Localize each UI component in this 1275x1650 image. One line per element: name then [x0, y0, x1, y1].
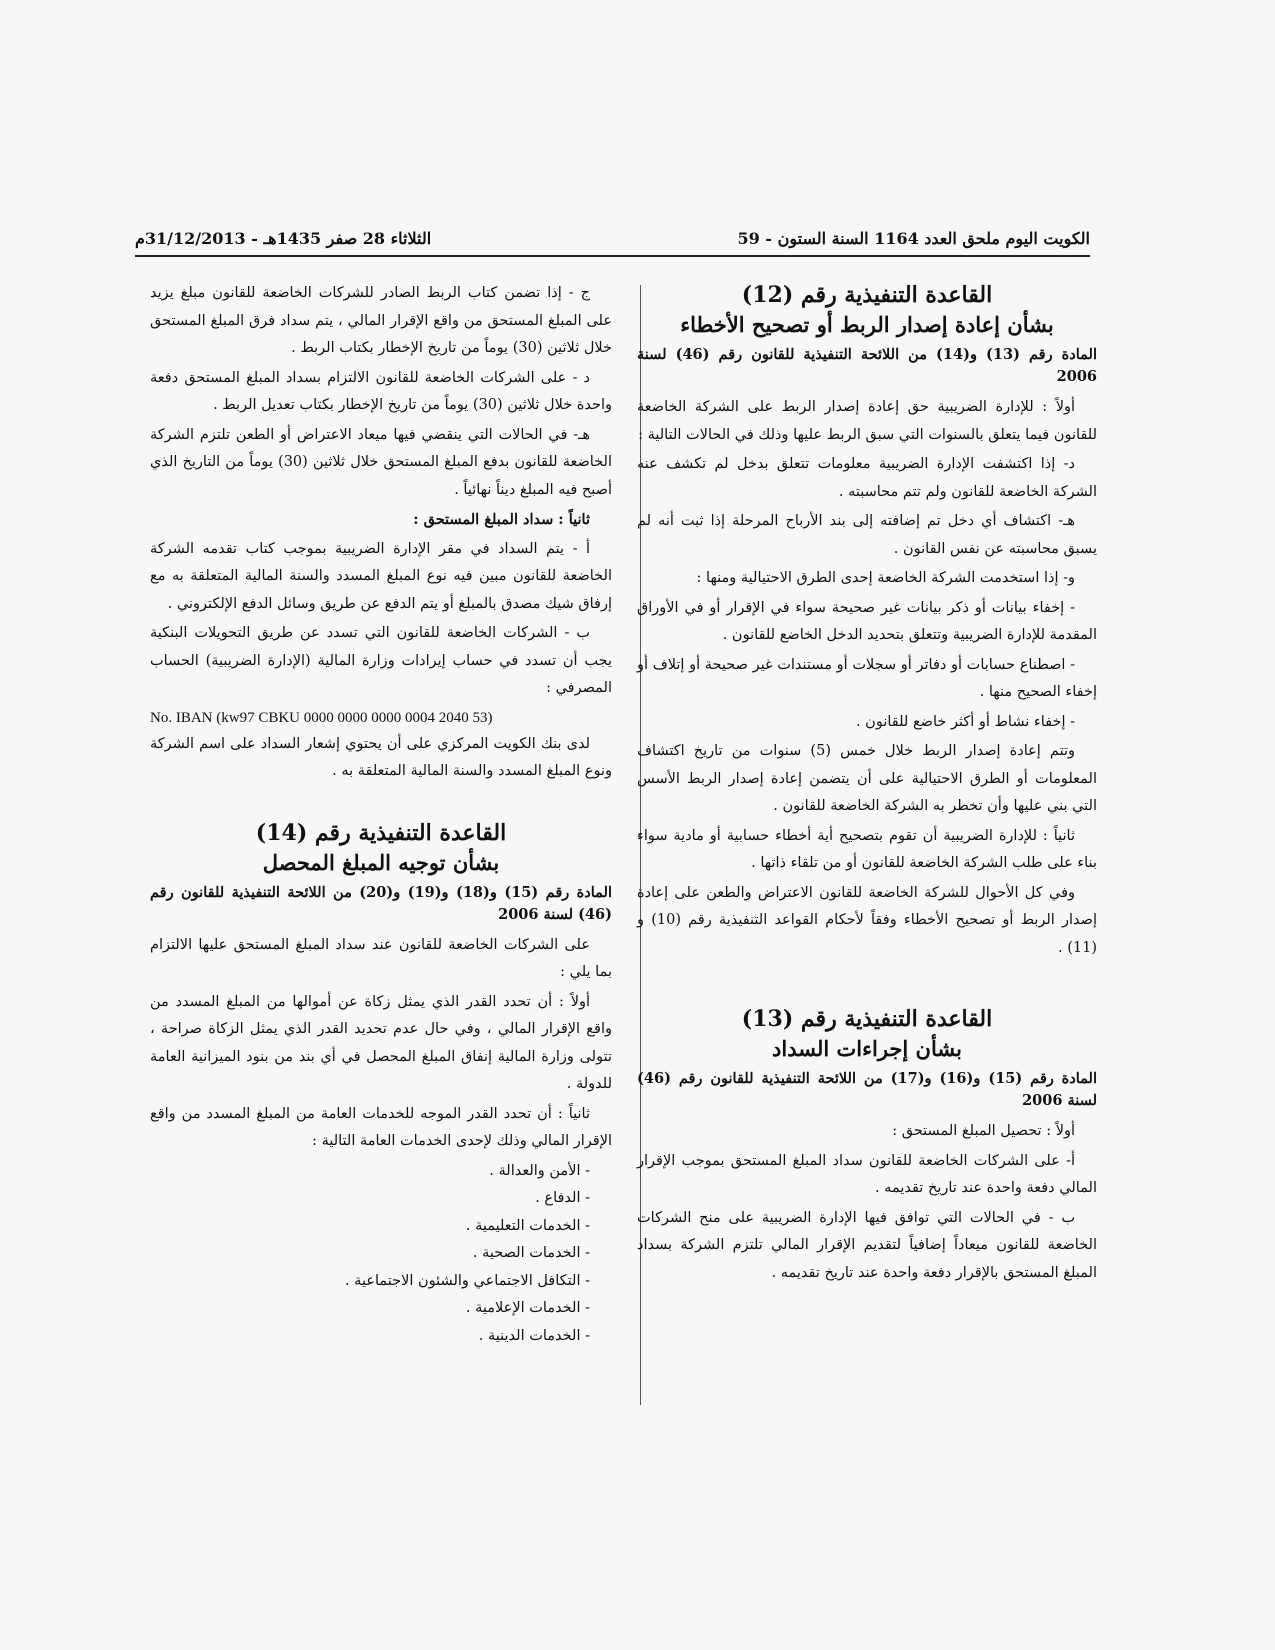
rule14-title: القاعدة التنفيذية رقم (14)	[255, 819, 507, 846]
paragraph: أولاً : تحصيل المبلغ المستحق :	[892, 1123, 1075, 1139]
paragraph: ج - إذا تضمن كتاب الربط الصادر للشركات الخاضعة للقانون مبلغ يزيد على المبلغ المستحق من واقع الإقرار المالي ، يتم سداد فرق المبلغ المستحق خلال ثلاثين (30) يوماً من تاريخ الإخطار بكتاب الربط .	[150, 285, 612, 356]
paragraph: د- إذا اكتشفت الإدارة الضريبية معلومات تتعلق بدخل لم تكشف عنه الشركة الخاضعة للقانون ولم تتم محاسبته .	[637, 456, 1097, 500]
paragraph: ثانياً : أن تحدد القدر الموجه للخدمات العامة من المبلغ المسدد من واقع الإقرار المالي وذلك لإحدى الخدمات العامة التالية :	[150, 1105, 612, 1149]
header-rule	[135, 255, 1090, 257]
paragraph: على الشركات الخاضعة للقانون عند سداد المبلغ المستحق عليها الالتزام بما يلي :	[150, 936, 612, 980]
paragraph: - إخفاء بيانات أو ذكر بيانات غير صحيحة سواء في الإقرار أو في الأوراق المقدمة للإدارة الضريبية وتتعلق بتحديد الدخل الخاضع للقانون .	[637, 599, 1097, 643]
section-heading: ثانياً : سداد المبلغ المستحق :	[413, 511, 590, 528]
rule12-reference: المادة رقم (13) و(14) من اللائحة التنفيذية للقانون رقم (46) لسنة 2006	[637, 346, 1097, 385]
left-column	[150, 280, 612, 1350]
right-column	[637, 280, 1097, 1289]
paragraph: ب - الشركات الخاضعة للقانون التي تسدد عن طريق التحويلات البنكية يجب أن تسدد في حساب إيرادات وزارة المالية (الإدارة الضريبية) الحساب المصرفي :	[150, 625, 612, 696]
paragraph: لدى بنك الكويت المركزي على أن يحتوي إشعار السداد على اسم الشركة ونوع المبلغ المسدد والسنة المالية المتعلقة به .	[150, 735, 612, 779]
list-item: - التكافل الاجتماعي والشئون الاجتماعية .	[344, 1272, 590, 1289]
rule14-subtitle: بشأن توجيه المبلغ المحصل	[262, 849, 500, 875]
list-item: - الخدمات الدينية .	[478, 1327, 590, 1344]
publication-info: الكويت اليوم ملحق العدد 1164 السنة الستون - 59	[737, 229, 1090, 248]
rule13-reference: المادة رقم (15) و(16) و(17) من اللائحة التنفيذية للقانون رقم (46) لسنة 2006	[637, 1070, 1097, 1109]
paragraph: - اصطناع حسابات أو دفاتر أو سجلات أو مستندات غير صحيحة أو إتلاف أو إخفاء الصحيح منها .	[637, 656, 1097, 700]
issue-date: الثلاثاء 28 صفر 1435هـ - 31/12/2013م	[135, 229, 432, 248]
rule13-subtitle: بشأن إجراءات السداد	[772, 1036, 962, 1061]
list-item: - الأمن والعدالة .	[489, 1162, 590, 1179]
paragraph: هـ- اكتشاف أي دخل تم إضافته إلى بند الأرباح المرحلة إذا ثبت أنه لم يسبق محاسبته عن نفس القانون .	[637, 513, 1097, 557]
paragraph: - إخفاء نشاط أو أكثر خاضع للقانون .	[855, 713, 1075, 730]
paragraph: أ - يتم السداد في مقر الإدارة الضريبية بموجب كتاب تقدمه الشركة الخاضعة للقانون مبين فيه نوع المبلغ المسدد والسنة المالية المتعلقة به مع إرفاق شيك مصدق بالمبلغ أو يتم الدفع عن طريق وسائل الدفع الإلكتروني .	[150, 540, 612, 612]
paragraph: هـ- في الحالات التي ينقضي فيها ميعاد الاعتراض أو الطعن تلتزم الشركة الخاضعة للقانون بدفع المبلغ المستحق خلال ثلاثين (30) يوماً من التاريخ الذي أصبح فيه المبلغ ديناً نهائياً .	[150, 426, 612, 498]
rule14-reference: المادة رقم (15) و(18) و(19) و(20) من اللائحة التنفيذية للقانون رقم (46) لسنة 2006	[150, 883, 612, 923]
iban-number: No. IBAN (kw97 CBKU 0000 0000 0000 0004 2040 53)	[150, 709, 493, 726]
list-item: - الدفاع .	[535, 1190, 590, 1206]
rule12-title: القاعدة التنفيذية رقم (12)	[741, 282, 993, 308]
paragraph: و- إذا استخدمت الشركة الخاضعة إحدى الطرق الاحتيالية ومنها :	[696, 570, 1075, 586]
list-item: - الخدمات التعليمية .	[465, 1217, 590, 1234]
rule12-subtitle: بشأن إعادة إصدار الربط أو تصحيح الأخطاء	[680, 312, 1054, 337]
paragraph: د - على الشركات الخاضعة للقانون الالتزام بسداد المبلغ المستحق دفعة واحدة خلال ثلاثين (30) يوماً من تاريخ الإخطار بكتاب تعديل الربط .	[150, 369, 612, 413]
rule13-title: القاعدة التنفيذية رقم (13)	[741, 1006, 993, 1032]
paragraph: أولاً : للإدارة الضريبية حق إعادة إصدار الربط على الشركة الخاضعة للقانون فيما يتعلق بالسنوات التي سبق الربط عليها وذلك في الحالات التالية :	[637, 399, 1097, 443]
list-item: - الخدمات الصحية .	[472, 1245, 590, 1261]
page-header	[135, 225, 1090, 257]
paragraph: أ- على الشركات الخاضعة للقانون سداد المبلغ المستحق بموجب الإقرار المالي دفعة واحدة عند تاريخ تقديمه .	[637, 1152, 1097, 1196]
paragraph: ب - في الحالات التي توافق فيها الإدارة الضريبية على منح الشركات الخاضعة للقانون ميعاداً إضافياً لتقديم الإقرار المالي تلتزم الشركة بسداد المبلغ المستحق بالإقرار دفعة واحدة عند تاريخ تقديمه .	[637, 1209, 1097, 1281]
paragraph: وتتم إعادة إصدار الربط خلال خمس (5) سنوات من تاريخ اكتشاف المعلومات أو الطرق الاحتيالية على أن يتضمن إعادة إصدار الربط الأسس التي بني عليها وأن تخطر به الشركة الخاضعة للقانون .	[637, 743, 1097, 814]
paragraph: ثانياً : للإدارة الضريبية أن تقوم بتصحيح أية أخطاء حسابية أو مادية سواء بناء على طلب الشركة الخاضعة للقانون أو من تلقاء ذاتها .	[637, 827, 1097, 871]
list-item: - الخدمات الإعلامية .	[465, 1300, 590, 1316]
paragraph: أولاً : أن تحدد القدر الذي يمثل زكاة عن أموالها من المبلغ المسدد من واقع الإقرار المالي ، وفي حال عدم تحديد القدر الذي يمثل الزكاة صراحة ، تتولى وزارة المالية إنفاق المبلغ المحصل في أي بند من بنود الميزانية العامة للدولة .	[150, 993, 612, 1092]
paragraph: وفي كل الأحوال للشركة الخاضعة للقانون الاعتراض والطعن على إعادة إصدار الربط أو تصحيح الأخطاء وفقاً لأحكام القواعد التنفيذية رقم (10) و (11) .	[637, 884, 1097, 956]
